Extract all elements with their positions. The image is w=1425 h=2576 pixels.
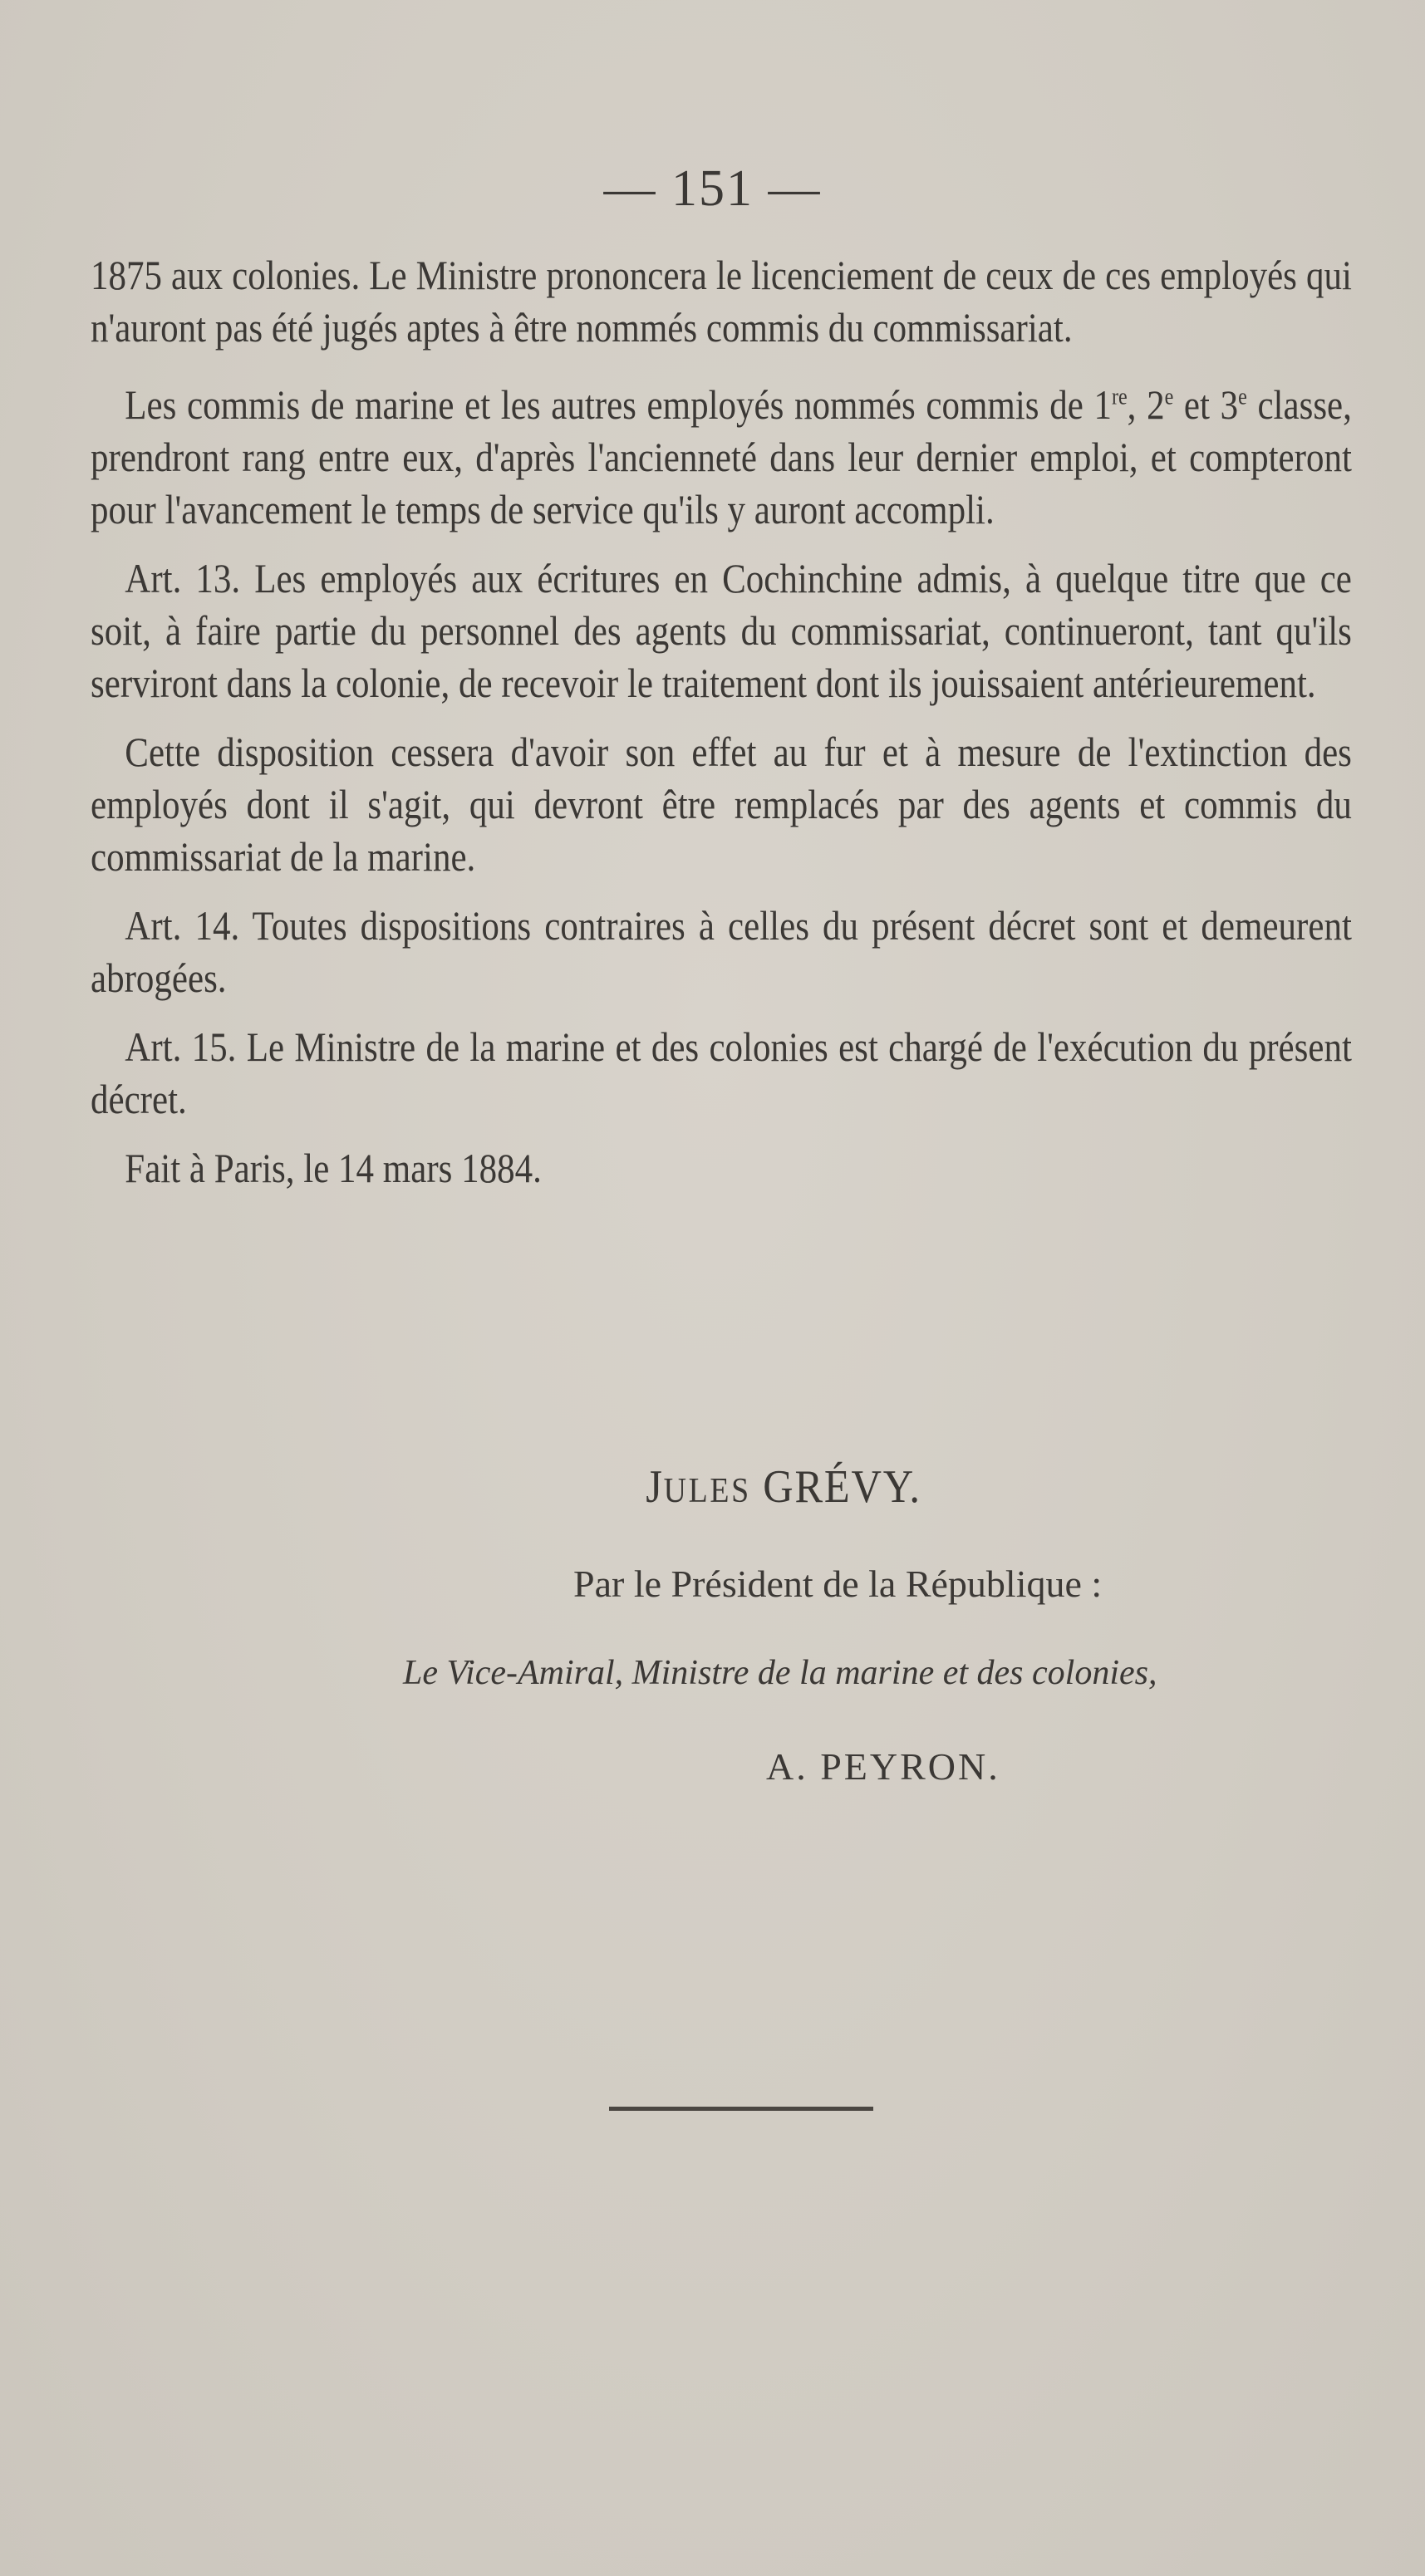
closing-rule [609,2107,873,2111]
signature-block [0,1460,1425,1514]
paragraph-2 [91,370,1352,536]
paragraph-2-text: Les commis de marine et les autres employés nommés commis de 1re, 2e et 3e classe, prendront rang entre eux, d'après l'ancienneté dans leur dernier emploi, et compteront pour l'avancement le temps de service qu'ils y auront accompli. [91,380,1352,532]
article-14: Art. 14. Toutes dispositions contraires à celles du présent décret sont et demeurent abrogées. [91,901,1352,1001]
article-13: Art. 13. Les employés aux écritures en Cochinchine admis, à quelque titre que ce soit, à faire partie du personnel des agents du commissariat, continueront, tant qu'ils serviront dans la colonie, de recevoir le traitement dont ils jouissaient antérieurement. [91,554,1352,706]
signatory-name [71,1460,1354,1514]
minister-name: A. PEYRON. [766,1745,1000,1788]
page-number: — 151 — [603,160,822,217]
by-president-line: Par le Président de la République : [573,1563,1103,1605]
paragraph-cessation: Cette disposition cessera d'avoir son effet au fur et à mesure de l'extinction des employés dont il s'agit, qui devront être remplacés par des agents et commis du commissariat de la marine. [91,728,1352,880]
signatory-first-initial: J [646,1461,664,1513]
paragraph-1: 1875 aux colonies. Le Ministre prononcera le licenciement de ceux de ces employés qui n'auront pas été jugés aptes à être nommés commis du commissariat. [91,252,1352,351]
minister-title: Le Vice-Amiral, Ministre de la marine et des colonies, [403,1654,1157,1692]
signatory-last-name: GRÉVY. [763,1461,921,1513]
signatory-first-rest: ULES [663,1472,751,1510]
article-15: Art. 15. Le Ministre de la marine et des colonies est chargé de l'exécution du présent décret. [91,1023,1352,1122]
decree-body [91,249,1352,1195]
date-place-line: Fait à Paris, le 14 mars 1884. [125,1144,542,1191]
